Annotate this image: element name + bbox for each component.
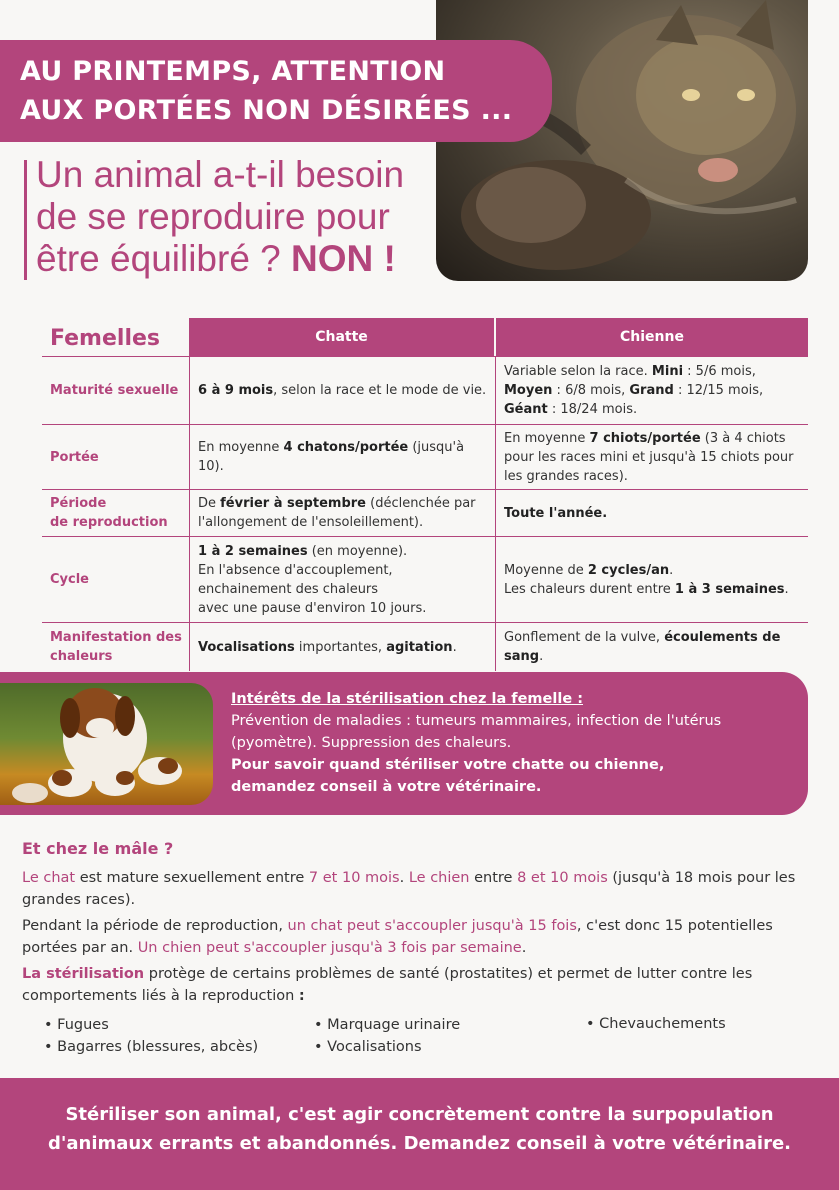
table-title: Femelles [50, 326, 160, 351]
footer-line-2: d'animaux errants et abandonnés. Demandez conseil à votre vétérinaire. [47, 1133, 791, 1154]
table-row [42, 356, 808, 425]
table-row [42, 623, 808, 671]
row-label: Maturité sexuelle [50, 383, 179, 398]
header-line-2: AUX PORTÉES NON DÉSIRÉES ... [20, 95, 513, 126]
chatte-cell: Vocalisations importantes, agitation. [198, 639, 457, 655]
male-paragraph-3: La stérilisation protège de certains problèmes de santé (prostatites) et permet de lutter contre les comportements liés à la reproduction : [22, 966, 753, 1004]
male-paragraph-1: Le chat est mature sexuellement entre 7 et 10 mois. Le chien entre 8 et 10 mois (jusqu'à 18 mois pour les grandes races). [22, 870, 796, 908]
dog-illustration [0, 683, 213, 805]
question-line-3 [36, 238, 436, 280]
table-row [42, 490, 808, 537]
chienne-cell: En moyenne 7 chiots/portée (3 à 4 chiots pour les races mini et jusqu'à 15 chiots pour les grandes races). [504, 430, 794, 484]
question-line-2: de se reproduire pour [36, 196, 390, 237]
chatte-cell: 1 à 2 semaines (en moyenne). En l'absence d'accouplement, enchainement des chaleurs avec une pause d'environ 10 jours. [198, 543, 427, 616]
header-line-1: AU PRINTEMPS, ATTENTION [20, 56, 446, 87]
chatte-cell: De février à septembre (déclenchée par l'allongement de l'ensoleillement). [198, 496, 476, 530]
chienne-cell: Variable selon la race. Mini : 5/6 mois, Moyen : 6/8 mois, Grand : 12/15 mois, Géant : 18/24 mois. [504, 364, 764, 417]
table-row [42, 537, 808, 623]
column-header-chienne: Chienne [496, 318, 808, 356]
dog-photo [0, 683, 213, 805]
row-label: Cycle [50, 572, 89, 587]
femelle-interest-text [231, 688, 791, 798]
interest-advice-line-1: Pour savoir quand stériliser votre chatte ou chienne, [231, 757, 665, 773]
table-row [42, 425, 808, 490]
row-label: Manifestation des chaleurs [50, 630, 182, 664]
bullet-item: • Chevauchements [586, 1016, 726, 1032]
question-answer: NON ! [291, 238, 396, 279]
bullet-item: • Vocalisations [314, 1039, 422, 1055]
chatte-cell: En moyenne 4 chatons/portée (jusqu'à 10). [198, 440, 465, 474]
chatte-cell: 6 à 9 mois, selon la race et le mode de vie. [198, 383, 487, 398]
interest-title: Intérêts de la stérilisation chez la femelle : [231, 691, 584, 707]
question-line-3-prefix: être équilibré ? [36, 238, 292, 279]
interest-body: Prévention de maladies : tumeurs mammaires, infection de l'utérus (pyomètre). Suppression des chaleurs. [231, 713, 722, 751]
bullet-item: • Fugues [44, 1017, 109, 1033]
row-label: Période de reproduction [50, 496, 168, 530]
interest-advice-line-2: demandez conseil à votre vétérinaire. [231, 779, 542, 795]
row-label: Portée [50, 449, 99, 465]
male-paragraph-2: Pendant la période de reproduction, un chat peut s'accoupler jusqu'à 15 fois, c'est donc 15 potentielles portées par an. Un chien peut s'accoupler jusqu'à 3 fois par semaine. [22, 918, 773, 956]
question-line-1: Un animal a-t-il besoin [36, 154, 405, 195]
chienne-cell: Toute l'année. [504, 505, 608, 521]
question-heading [36, 154, 436, 280]
chienne-cell: Gonflement de la vulve, écoulements de sang. [504, 630, 781, 664]
male-section-title: Et chez le mâle ? [22, 839, 174, 858]
bullet-item: • Bagarres (blessures, abcès) [44, 1039, 259, 1055]
chienne-cell: Moyenne de 2 cycles/an. Les chaleurs durent entre 1 à 3 semaines. [504, 562, 789, 597]
column-header-chatte: Chatte [189, 318, 494, 356]
footer-banner [0, 1078, 839, 1190]
footer-line-1: Stériliser son animal, c'est agir concrètement contre la surpopulation [65, 1104, 774, 1125]
bullet-item: • Marquage urinaire [314, 1017, 461, 1033]
question-accent-bar [24, 160, 27, 280]
header-banner [0, 40, 552, 142]
